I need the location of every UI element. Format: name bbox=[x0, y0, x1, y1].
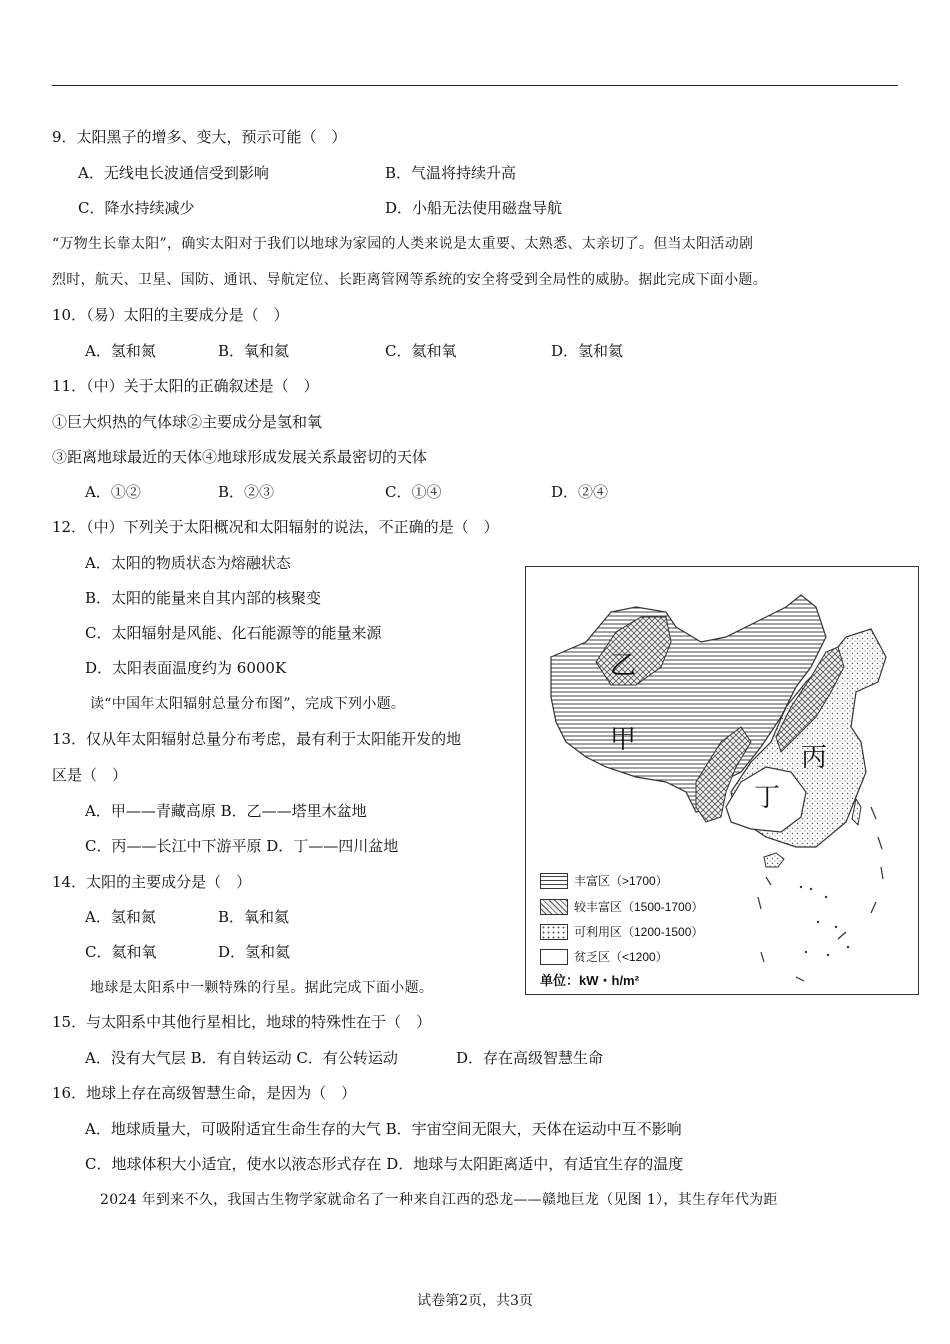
q12-option-c: C．太阳辐射是风能、化石能源等的能量来源 bbox=[85, 624, 382, 642]
q11-statement-2: ③距离地球最近的天体④地球形成发展关系最密切的天体 bbox=[52, 448, 428, 466]
q14-option-d: D．氢和氦 bbox=[218, 943, 291, 961]
q14-option-a: A．氢和氮 bbox=[85, 908, 156, 926]
passage1-line2: 烈时，航天、卫星、国防、通讯、导航定位、长距离管网等系统的安全将受到全局性的威胁。据此完成下面小题。 bbox=[52, 272, 767, 288]
q9-stem: 9．太阳黑子的增多、变大，预示可能（ ） bbox=[52, 128, 347, 146]
legend-swatch-rich bbox=[540, 873, 568, 889]
map-label-ding: 丁 bbox=[754, 783, 781, 813]
q10-option-c: C．氦和氧 bbox=[385, 342, 457, 360]
legend-unit: 单位：kW・h/m² bbox=[540, 973, 639, 988]
q14-stem: 14．太阳的主要成分是（ ） bbox=[52, 873, 252, 891]
q11-statement-1: ①巨大炽热的气体球②主要成分是氢和氧 bbox=[52, 413, 323, 431]
q11-option-a: A．①② bbox=[85, 483, 141, 501]
q15-option-d: D．存在高级智慧生命 bbox=[456, 1049, 604, 1067]
page-footer: 试卷第2页，共3页 bbox=[417, 1293, 533, 1309]
header-rule bbox=[52, 85, 898, 86]
q13-options-cd: C．丙——长江中下游平原 D．丁——四川盆地 bbox=[85, 837, 399, 855]
q11-option-c: C．①④ bbox=[385, 483, 442, 501]
q14-option-c: C．氦和氧 bbox=[85, 943, 157, 961]
q9-option-a: A．无线电长波通信受到影响 bbox=[78, 164, 269, 182]
q11-option-d: D．②④ bbox=[551, 483, 609, 501]
q14-option-b: B．氧和氦 bbox=[218, 908, 290, 926]
q13-stem-line1: 13．仅从年太阳辐射总量分布考虑，最有利于太阳能开发的地 bbox=[52, 730, 462, 748]
q11-option-b: B．②③ bbox=[218, 483, 275, 501]
map-label-jia: 甲 bbox=[610, 725, 637, 755]
q16-options-cd: C．地球体积大小适宜，使水以液态形式存在 D．地球与太阳距离适中，有适宜生存的温度 bbox=[85, 1155, 684, 1173]
passage3: 2024 年到来不久，我国古生物学家就命名了一种来自江西的恐龙——赣地巨龙（见图 1），其生存年代为距 bbox=[100, 1192, 778, 1208]
q15-intro: 地球是太阳系中一颗特殊的行星。据此完成下面小题。 bbox=[90, 980, 434, 996]
q10-option-b: B．氧和氦 bbox=[218, 342, 290, 360]
q15-options-abc: A．没有大气层 B．有自转运动 C．有公转运动 bbox=[85, 1049, 398, 1067]
q15-stem: 15．与太阳系中其他行星相比，地球的特殊性在于（ ） bbox=[52, 1013, 432, 1031]
solar-radiation-map bbox=[525, 566, 919, 995]
q13-stem-line2: 区是（ ） bbox=[52, 766, 128, 784]
q10-stem: 10．（易）太阳的主要成分是（ ） bbox=[52, 306, 289, 324]
map-island-hainan bbox=[764, 853, 784, 867]
legend-swatch-usable bbox=[540, 924, 568, 940]
q9-option-b: B．气温将持续升高 bbox=[385, 164, 517, 182]
q12-stem: 12．（中）下列关于太阳概况和太阳辐射的说法，不正确的是（ ） bbox=[52, 518, 499, 536]
legend-label-rich: 丰富区（>1700） bbox=[574, 874, 668, 888]
legend-swatch-poor bbox=[540, 949, 568, 965]
q12-option-b: B．太阳的能量来自其内部的核聚变 bbox=[85, 589, 322, 607]
q11-stem: 11．（中）关于太阳的正确叙述是（ ） bbox=[52, 377, 319, 395]
q16-options-ab: A．地球质量大，可吸附适宜生命生存的大气 B．宇宙空间无限大，天体在运动中互不影响 bbox=[85, 1120, 682, 1138]
q13-options-ab: A．甲——青藏高原 B．乙——塔里木盆地 bbox=[85, 802, 367, 820]
passage1-line1: “万物生长靠太阳”，确实太阳对于我们以地球为家园的人类来说是太重要、太熟悉、太亲切了。但当太阳活动剧 bbox=[52, 236, 754, 252]
q10-option-d: D．氢和氦 bbox=[551, 342, 624, 360]
q9-option-d: D．小船无法使用磁盘导航 bbox=[385, 199, 563, 217]
legend-label-poor: 贫乏区（<1200） bbox=[574, 950, 668, 964]
q12-option-a: A．太阳的物质状态为熔融状态 bbox=[85, 554, 291, 572]
legend-label-usable: 可利用区（1200-1500） bbox=[574, 925, 704, 939]
q9-option-c: C．降水持续减少 bbox=[78, 199, 195, 217]
q12-option-d: D．太阳表面温度约为 6000K bbox=[85, 659, 287, 677]
legend-label-relatively-rich: 较丰富区（1500-1700） bbox=[574, 900, 704, 914]
legend-swatch-relatively-rich bbox=[540, 899, 568, 915]
map-south-sea-islands bbox=[800, 886, 849, 956]
q13-intro: 读“中国年太阳辐射总量分布图”，完成下列小题。 bbox=[90, 696, 406, 712]
map-label-yi: 乙 bbox=[610, 651, 637, 681]
map-label-bing: 丙 bbox=[801, 743, 828, 773]
q16-stem: 16．地球上存在高级智慧生命，是因为（ ） bbox=[52, 1084, 357, 1102]
q10-option-a: A．氢和氮 bbox=[85, 342, 156, 360]
